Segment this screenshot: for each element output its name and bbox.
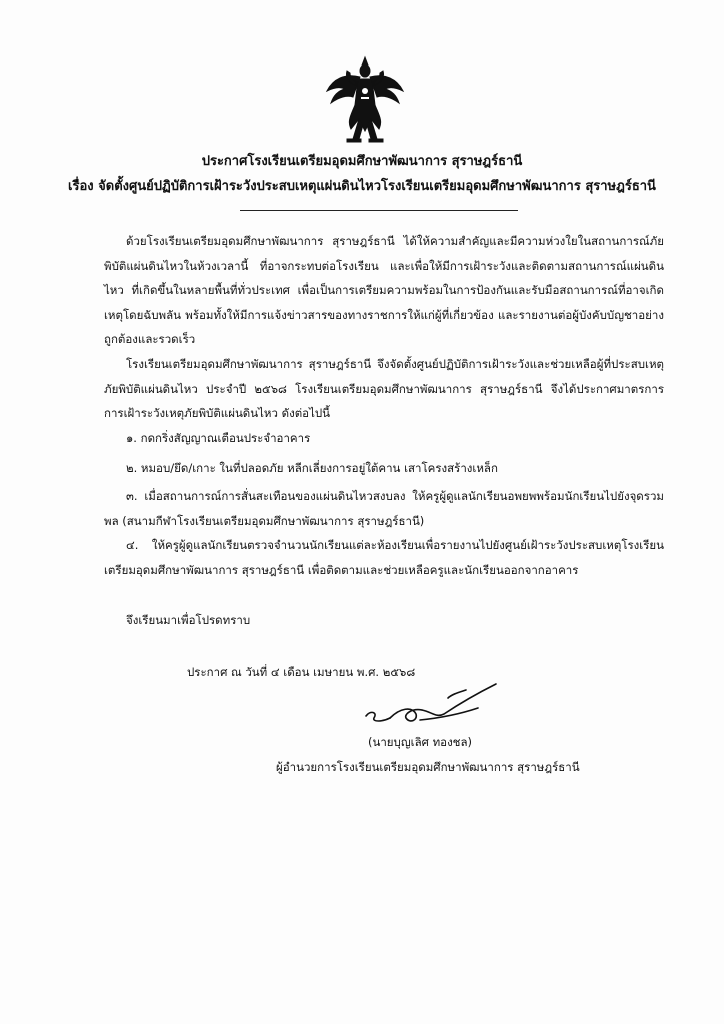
body-paragraph-2: โรงเรียนเตรียมอุดมศึกษาพัฒนาการ สุราษฎร์ธานี จึงจัดตั้งศูนย์ปฏิบัติการเฝ้าระวังและช่วยเหลือผู้ที่ประสบเหตุภัยพิบัติแผ่นดินไหว ประจำปี ๒๕๖๘ โรงเรียนเตรียมอุดมศึกษาพัฒนาการ สุราษฎร์ธานี จึงได้ประกาศมาตรการ การเฝ้าระวังเหตุภัยพิบัติแผ่นดินไหว ดังต่อไปนี้ (104, 357, 664, 421)
measure-item-2: ๒. หมอบ/ยึด/เกาะ ในที่ปลอดภัย หลีกเลี่ยงการอยู่ใต้คาน เสาโครงสร้างเหล็ก (126, 461, 498, 475)
measure-item-4: ๔. ให้ครูผู้ดูแลนักเรียนตรวจจำนวนนักเรียนแต่ละห้องเรียนเพื่อรายงานไปยังศูนย์เฝ้าระวังประสบเหตุโรงเรียนเตรียมอุดมศึกษาพัฒนาการ สุราษฎร์ธานี เพื่อติดตามและช่วยเหลือครูและนักเรียนออกจากอาคาร (104, 538, 664, 577)
body-paragraph-1: ด้วยโรงเรียนเตรียมอุดมศึกษาพัฒนาการ สุราษฎร์ธานี ได้ให้ความสำคัญและมีความห่วงใยในสถานการณ์ภัยพิบัติแผ่นดินไหวในห้วงเวลานี้ ที่อาจกระทบต่อโรงเรียน และเพื่อให้มีการเฝ้าระวังและติดตามสถานการณ์แผ่นดินไหว ที่เกิดขึ้นในหลายพื้นที่ทั่วประเทศ เพื่อเป็นการเตรียมความพร้อมในการป้องกันและรับมือสถานการณ์ที่อาจเกิดเหตุโดยฉับพลัน พร้อมทั้งให้มีการแจ้งข่าวสารของทางราชการให้แก่ผู้ที่เกี่ยวข้อง และรายงานต่อผู้บังคับบัญชาอย่างถูกต้องและรวดเร็ว (104, 234, 664, 347)
closing-line: จึงเรียนมาเพื่อโปรดทราบ (126, 613, 251, 627)
announcement-date: ประกาศ ณ วันที่ ๔ เดือน เมษายน พ.ศ. ๒๕๖๘ (187, 665, 416, 679)
garuda-emblem-icon (325, 55, 405, 145)
signer-name: (นายบุญเลิศ ทองชล) (368, 735, 473, 749)
measure-item-3: ๓. เมื่อสถานการณ์การสั่นสะเทือนของแผ่นดินไหวสงบลง ให้ครูผู้ดูแลนักเรียนอพยพพร้อมนักเรียนไปยังจุดรวมพล (สนามกีฬาโรงเรียนเตรียมอุดมศึกษาพัฒนาการ สุราษฎร์ธานี) (104, 489, 664, 528)
measure-item-1: ๑. กดกริ่งสัญญาณเตือนประจำอาคาร (126, 431, 311, 445)
signer-title: ผู้อำนวยการโรงเรียนเตรียมอุดมศึกษาพัฒนาการ สุราษฎร์ธานี (276, 760, 580, 774)
announcement-title: ประกาศโรงเรียนเตรียมอุดมศึกษาพัฒนาการ สุราษฎร์ธานี (201, 154, 523, 169)
signature-image (360, 678, 510, 734)
announcement-subject: เรื่อง จัดตั้งศูนย์ปฏิบัติการเฝ้าระวังประสบเหตุแผ่นดินไหวโรงเรียนเตรียมอุดมศึกษาพัฒนาการ สุราษฎร์ธานี (68, 179, 656, 194)
title-divider (240, 210, 518, 211)
